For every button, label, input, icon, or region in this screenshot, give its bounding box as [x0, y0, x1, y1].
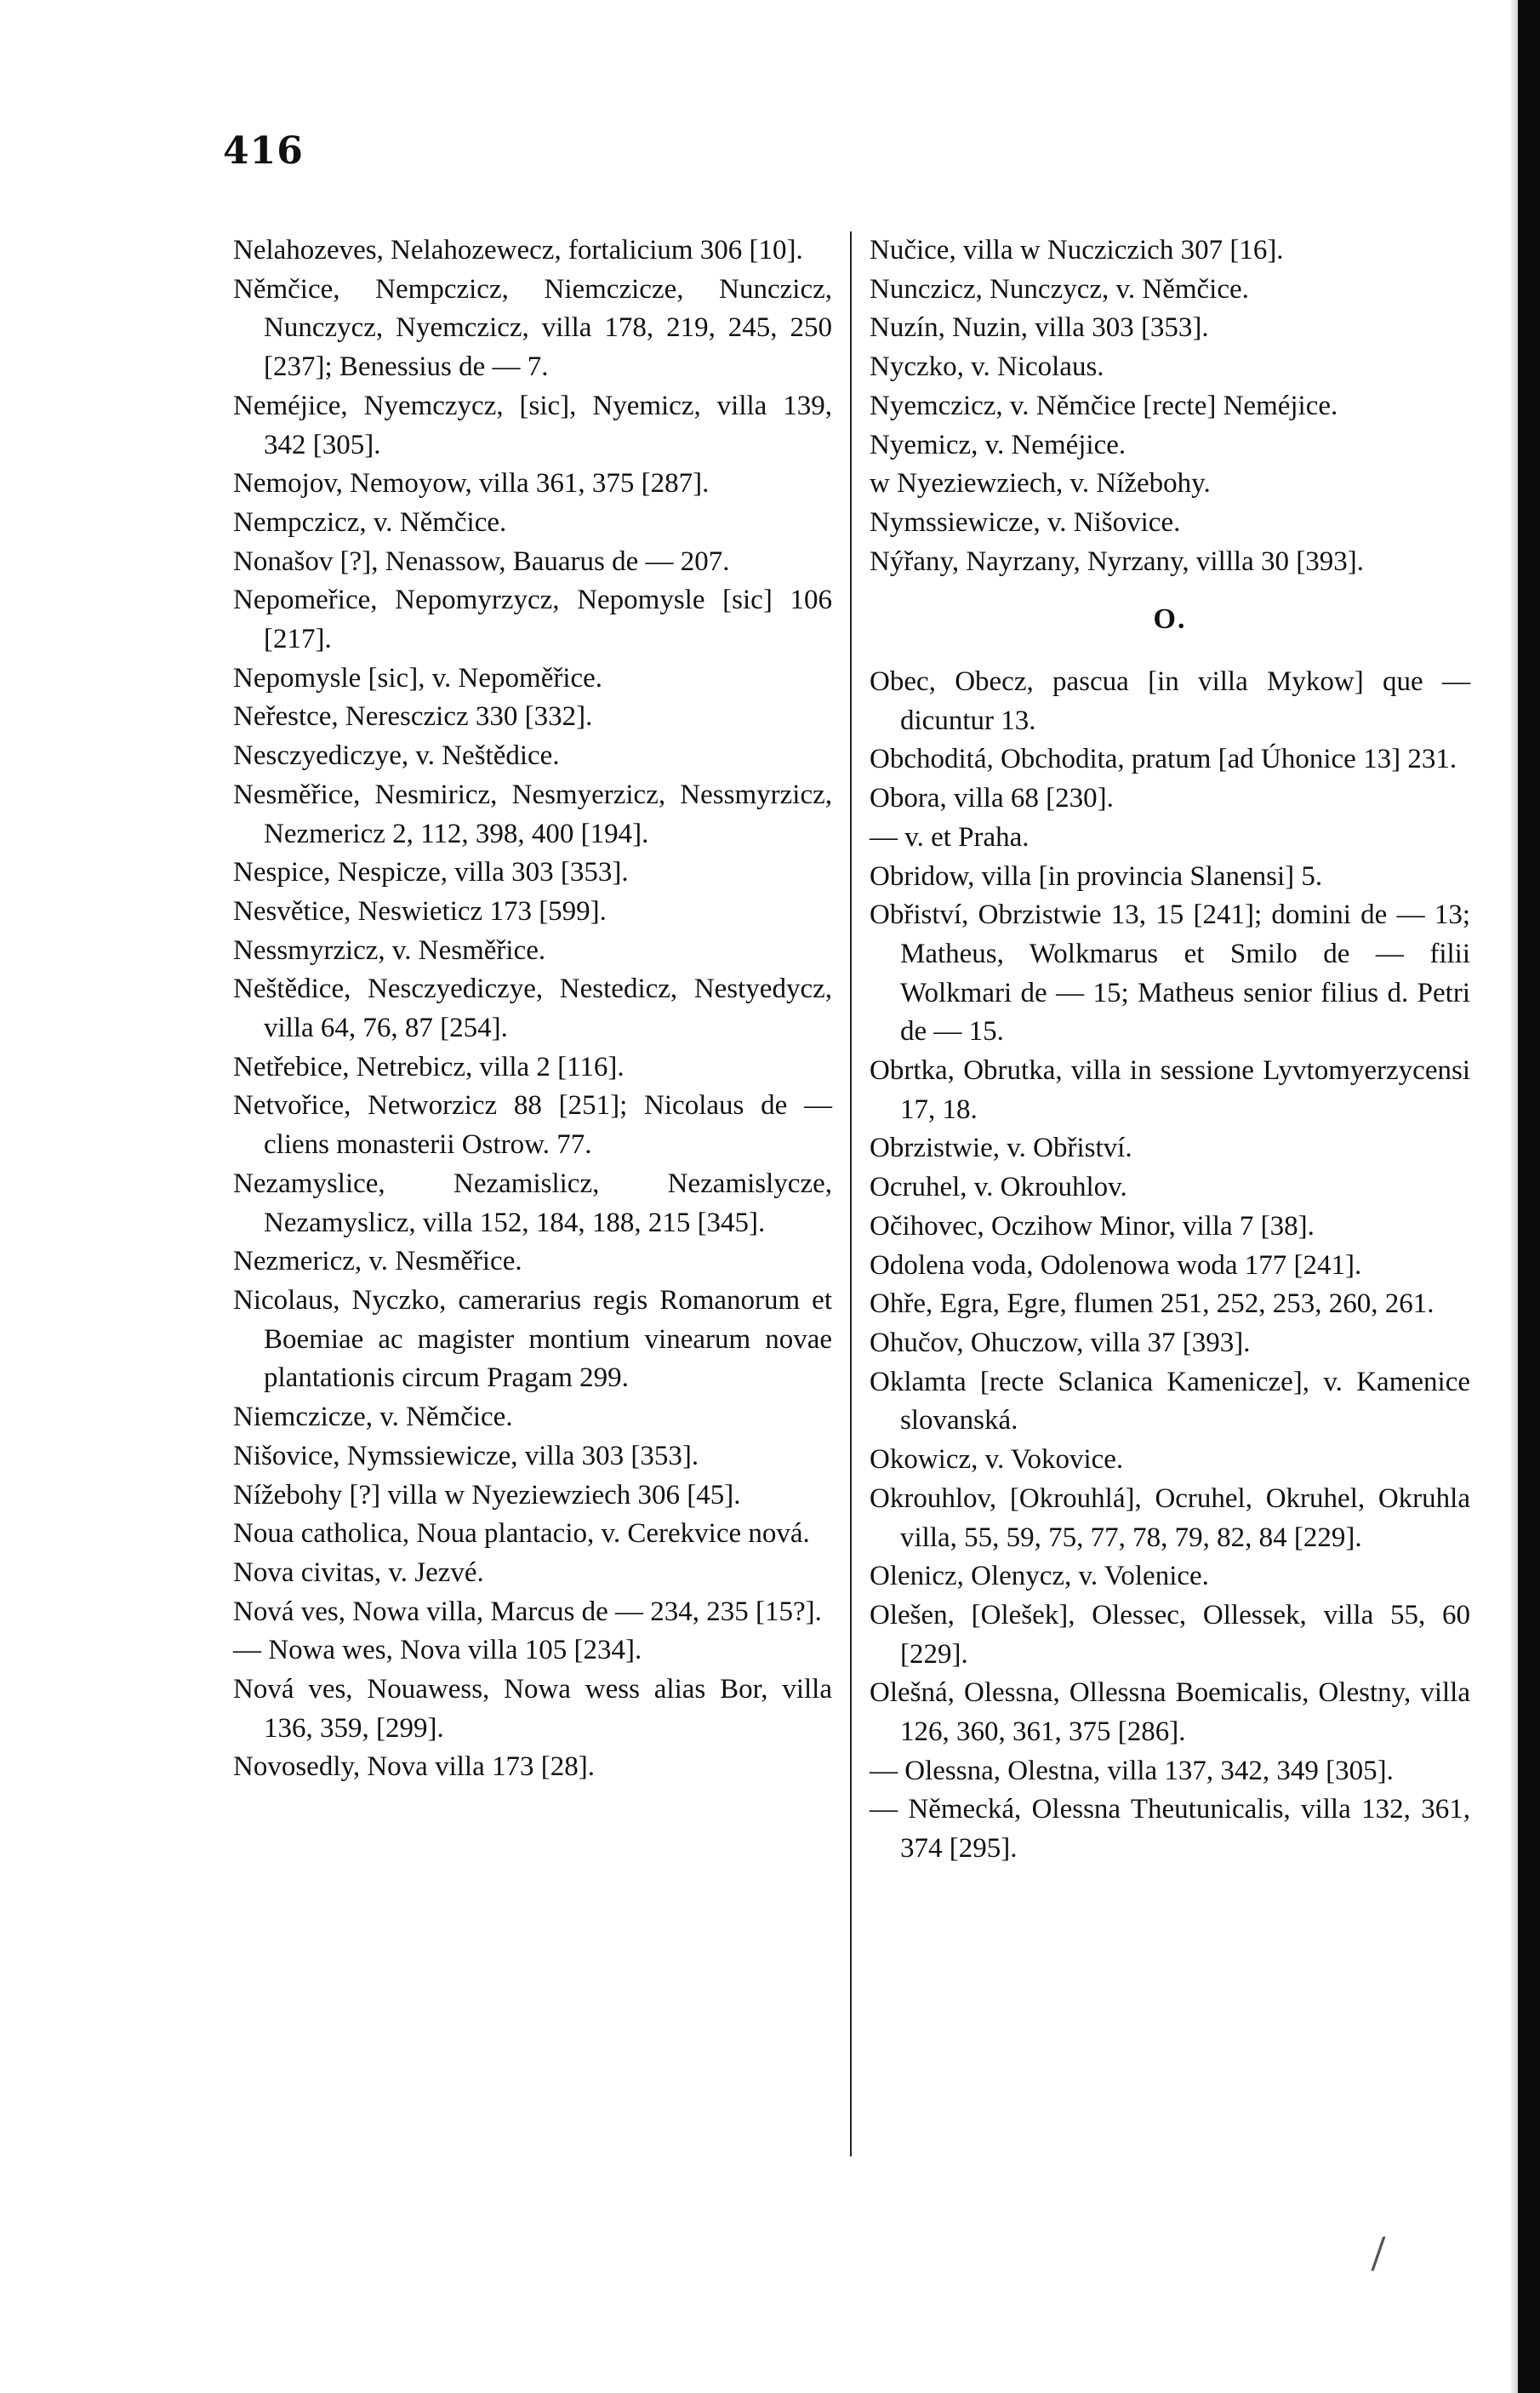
index-entry: Olešná, Olessna, Ollessna Boemicalis, Olestny, villa 126, 360, 361, 375 [286]. [870, 1677, 1470, 1748]
index-entry: Nonašov [?], Nenassow, Bauarus de — 207. [233, 545, 730, 577]
index-entry: Odolena voda, Odolenowa woda 177 [241]. [870, 1249, 1362, 1281]
section-heading-o: O. [1153, 603, 1187, 636]
right-column-entries-n [870, 231, 1470, 581]
index-entry: Neméjice, Nyemczycz, [sic], Nyemicz, villa 139, 342 [305]. [233, 390, 832, 460]
index-entry: Nezamyslice, Nezamislicz, Nezamislycze, Nezamyslicz, villa 152, 184, 188, 215 [345]. [233, 1168, 832, 1238]
index-entry: Obřiství, Obrzistwie 13, 15 [241]; domini de — 13; Matheus, Wolkmarus et Smilo de — filii Wolkmari de — 15; Matheus senior filius d. Petri de — 15. [870, 900, 1470, 1048]
index-entry: Nesczyediczye, v. Neštědice. [233, 740, 560, 772]
index-entry: Nova civitas, v. Jezvé. [233, 1556, 484, 1588]
index-entry: Nová ves, Nouawess, Nowa wess alias Bor, villa 136, 359, [299]. [233, 1674, 832, 1744]
left-column [233, 231, 832, 1787]
index-entry: Okrouhlov, [Okrouhlá], Ocruhel, Okruhel, Okruhla villa, 55, 59, 75, 77, 78, 79, 82, 84 [229]. [870, 1482, 1470, 1553]
index-entry: Nessmyrzicz, v. Nesměřice. [233, 934, 546, 966]
index-entry: Okowicz, v. Vokovice. [870, 1444, 1124, 1476]
index-entry: Nížebohy [?] villa w Nyeziewziech 306 [45]. [233, 1479, 741, 1511]
right-column-entries-o [870, 663, 1470, 1869]
right-column [870, 231, 1470, 1869]
index-entry: — Nowa wes, Nova villa 105 [234]. [233, 1635, 642, 1666]
index-entry: Olešen, [Olešek], Olessec, Ollessek, villa 55, 60 [229]. [870, 1599, 1470, 1670]
index-entry: Niemczicze, v. Němčice. [233, 1402, 513, 1433]
index-entry: Oklamta [recte Sclanica Kamenicze], v. Kamenice slovanská. [870, 1366, 1470, 1436]
index-entry: Ocruhel, v. Okrouhlov. [870, 1172, 1127, 1203]
index-entry: Nezmericz, v. Nesměřice. [233, 1246, 522, 1277]
index-entry: Nepomysle [sic], v. Nepoměřice. [233, 662, 603, 694]
index-entry: — Olessna, Olestna, villa 137, 342, 349 [305]. [870, 1755, 1394, 1786]
index-entry: Nicolaus, Nyczko, camerarius regis Romanorum et Boemiae ac magister montium vinearum novae plantationis circum Pragam 299. [233, 1284, 832, 1394]
index-entry: Olenicz, Olenycz, v. Volenice. [870, 1561, 1209, 1592]
index-entry: Nunczicz, Nunczycz, v. Němčice. [870, 273, 1249, 305]
index-entry: Nempczicz, v. Němčice. [233, 506, 507, 538]
handwritten-mark: / [1368, 2229, 1389, 2276]
index-entry: Nesměřice, Nesmiricz, Nesmyerzicz, Nessmyrzicz, Nezmericz 2, 112, 398, 400 [194]. [233, 779, 832, 849]
scan-shadow [1509, 0, 1518, 2393]
index-entry: Nespice, Nespicze, villa 303 [353]. [233, 857, 629, 888]
index-entry: Němčice, Nempczicz, Niemczicze, Nunczicz, Nunczycz, Nyemczicz, villa 178, 219, 245, 250 [237]; Benessius de — 7. [233, 273, 832, 383]
index-entry: Nová ves, Nowa villa, Marcus de — 234, 235 [15?]. [233, 1596, 822, 1627]
index-entry: w Nyeziewziech, v. Nížebohy. [870, 468, 1211, 500]
index-entry: Obridow, villa [in provincia Slanensi] 5. [870, 860, 1323, 892]
index-entry: Nišovice, Nymssiewicze, villa 303 [353]. [233, 1440, 699, 1471]
index-entry: Netřebice, Netrebicz, villa 2 [116]. [233, 1051, 625, 1082]
column-divider [850, 231, 852, 2156]
scan-edge [1518, 0, 1540, 2393]
index-entry: Nyemicz, v. Neméjice. [870, 429, 1126, 460]
index-entry: Nuzín, Nuzin, villa 303 [353]. [870, 312, 1209, 344]
index-entry: Obrzistwie, v. Obřiství. [870, 1133, 1132, 1164]
index-entry: Nučice, villa w Nucziczich 307 [16]. [870, 235, 1284, 266]
index-entry: Nyczko, v. Nicolaus. [870, 351, 1104, 383]
index-entry: Neřestce, Neresczicz 330 [332]. [233, 701, 593, 733]
index-entry: Nesvětice, Neswieticz 173 [599]. [233, 895, 607, 927]
index-entry: Obec, Obecz, pascua [in villa Mykow] que — dicuntur 13. [870, 666, 1470, 736]
index-entry: Obora, villa 68 [230]. [870, 783, 1114, 814]
index-entry: — Německá, Olessna Theutunicalis, villa 132, 361, 374 [295]. [870, 1794, 1470, 1865]
index-entry: Ohře, Egra, Egre, flumen 251, 252, 253, 260, 261. [870, 1288, 1434, 1320]
index-entry: Obchoditá, Obchodita, pratum [ad Úhonice 13] 231. [870, 744, 1457, 775]
index-entry: Netvořice, Networzicz 88 [251]; Nicolaus de — cliens monasterii Ostrow. 77. [233, 1090, 832, 1161]
index-entry: — v. et Praha. [870, 821, 1030, 853]
index-entry: Nepomeřice, Nepomyrzycz, Nepomysle [sic] 106 [217]. [233, 585, 832, 655]
index-entry: Nemojov, Nemoyow, villa 361, 375 [287]. [233, 468, 710, 500]
index-entry: Neštědice, Nesczyediczye, Nestedicz, Nestyedycz, villa 64, 76, 87 [254]. [233, 974, 832, 1044]
index-entry: Nelahozeves, Nelahozewecz, fortalicium 306 [10]. [233, 235, 803, 266]
index-entry: Nýřany, Nayrzany, Nyrzany, villla 30 [393]. [870, 545, 1364, 577]
page-number: 416 [223, 129, 304, 173]
index-entry: Noua catholica, Noua plantacio, v. Cerekvice nová. [233, 1518, 810, 1550]
index-entry: Novosedly, Nova villa 173 [28]. [233, 1751, 595, 1783]
index-entry: Obrtka, Obrutka, villa in sessione Lyvtomyerzycensi 17, 18. [870, 1055, 1470, 1125]
index-entry: Nyemczicz, v. Němčice [recte] Neméjice. [870, 390, 1338, 421]
index-entry: Nymssiewicze, v. Nišovice. [870, 506, 1181, 538]
index-entry: Očihovec, Oczihow Minor, villa 7 [38]. [870, 1210, 1315, 1242]
index-entry: Ohučov, Ohuczow, villa 37 [393]. [870, 1327, 1251, 1358]
